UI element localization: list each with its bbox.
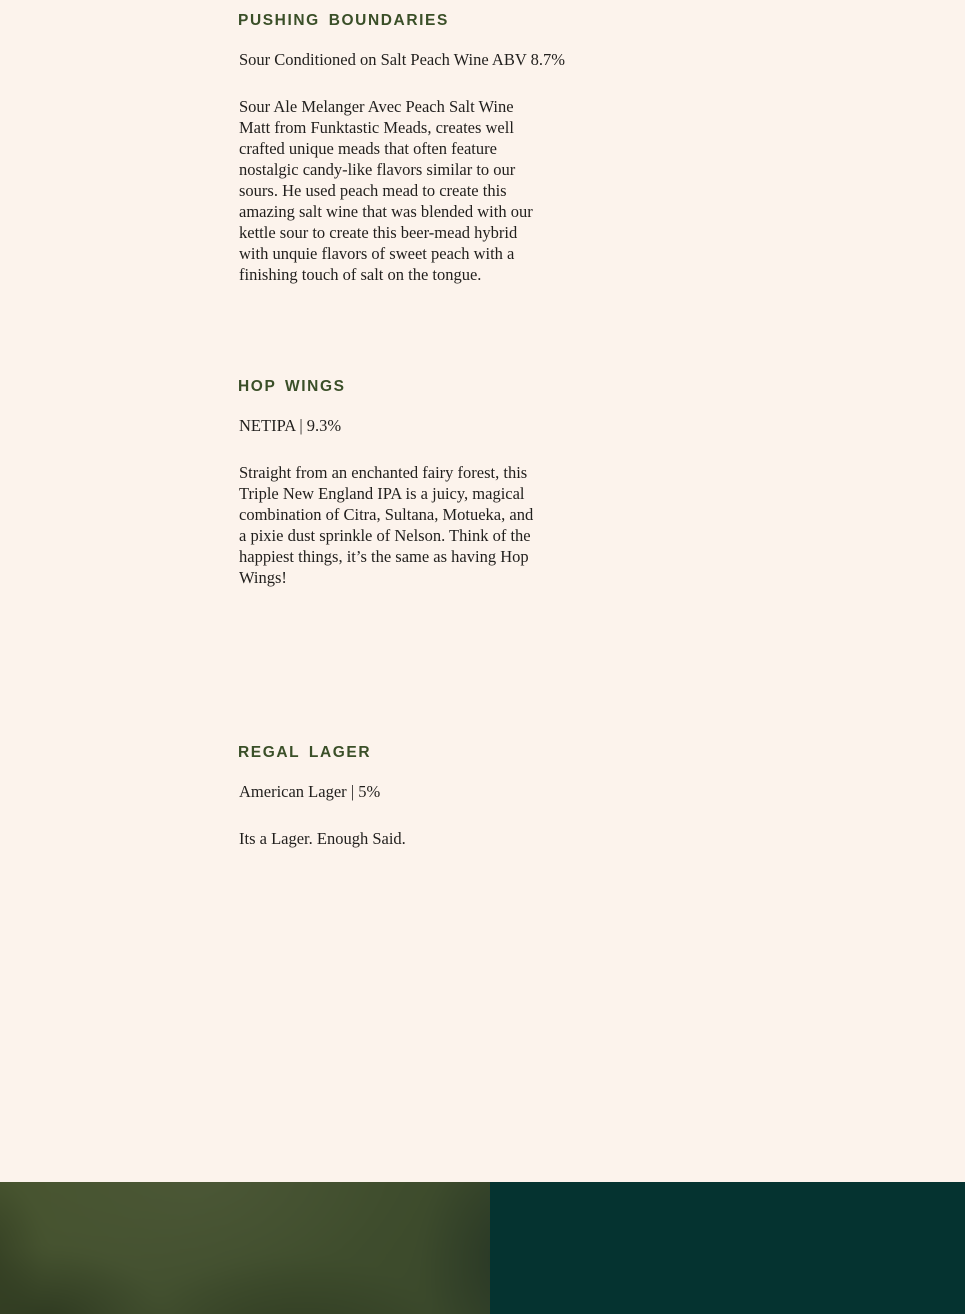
menu-item-hop-wings — [238, 378, 540, 718]
beer-description — [239, 828, 540, 849]
beer-style-abv: NETIPA | 9.3% — [239, 416, 342, 435]
menu-item-pushing-boundaries — [238, 12, 565, 352]
beer-name: HOP WINGS — [238, 378, 346, 395]
beer-style-abv: Sour Conditioned on Salt Peach Wine ABV 8.7% — [239, 50, 565, 69]
beer-description — [239, 462, 540, 588]
beer-style-abv: American Lager | 5% — [239, 782, 381, 801]
beer-description-text: Matt from Funktastic Meads, creates well crafted unique meads that often feature nostalgic candy-like flavors similar to our sours. He used peach mead to create this amazing salt wine that was blended with our kettle sour to create this beer-mead hybrid with unquie flavors of sweet peach with a finishing touch of salt on the tongue. — [239, 118, 533, 284]
blurred-foliage-photo-blur — [0, 1182, 490, 1314]
blurred-foliage-photo — [0, 1182, 490, 1314]
footer — [0, 1182, 965, 1314]
beer-name: PUSHING BOUNDARIES — [238, 12, 449, 29]
beer-tagline: Sour Ale Melanger Avec Peach Salt Wine — [239, 97, 514, 116]
footer-teal-panel — [490, 1182, 965, 1314]
beer-description-text: Its a Lager. Enough Said. — [239, 829, 406, 848]
beer-description-text: Straight from an enchanted fairy forest, this Triple New England IPA is a juicy, magical combination of Citra, Sultana, Motueka, and a pixie dust sprinkle of Nelson. Think of the happiest things, it’s the same as having Hop Wings! — [239, 463, 534, 587]
menu-item-regal-lager — [238, 744, 540, 1084]
beer-name: REGAL LAGER — [238, 744, 372, 761]
beer-description — [239, 96, 540, 285]
